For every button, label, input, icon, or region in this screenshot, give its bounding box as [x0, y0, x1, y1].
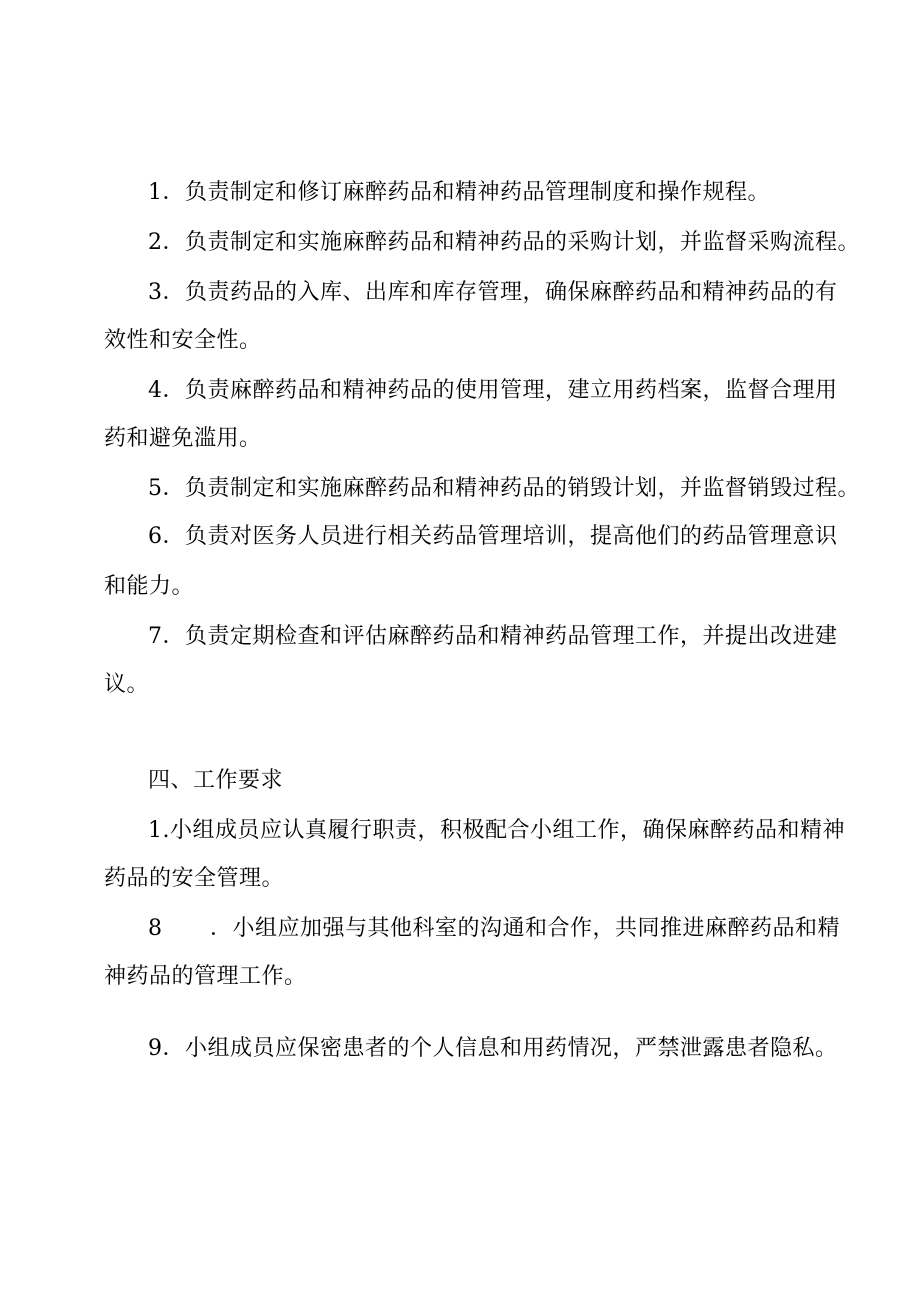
item-number: 4 [148, 378, 163, 403]
list-item-6 [148, 522, 838, 552]
list-item-3 [148, 278, 838, 308]
item-text: ．负责麻醉药品和精神药品的使用管理，建立用药档案，监督合理用 [162, 378, 838, 403]
requirement-item-8-continuation: 神药品的管理工作。 [104, 964, 307, 989]
item-text: 小组成员应认真履行职责，积极配合小组工作，确保麻醉药品和精神 [170, 818, 846, 843]
item-text: ．小组应加强与其他科室的沟通和合作，共同推进麻醉药品和精 [210, 916, 841, 941]
item-number: 1 [148, 180, 163, 205]
list-item-3-continuation: 效性和安全性。 [104, 328, 262, 353]
item-number: 7 [148, 624, 163, 649]
item-text: ．负责对医务人员进行相关药品管理培训，提高他们的药品管理意识 [162, 524, 838, 549]
item-number: 6 [148, 524, 163, 549]
list-item-7-continuation: 议。 [104, 672, 150, 697]
list-item-7 [148, 622, 838, 652]
list-item-5 [148, 474, 860, 504]
item-number: 3 [148, 280, 163, 305]
list-item-2 [148, 228, 860, 258]
item-number: 5 [148, 476, 163, 501]
item-text: ．负责制定和修订麻醉药品和精神药品管理制度和操作规程。 [162, 180, 771, 205]
item-text: ．负责药品的入库、出库和库存管理，确保麻醉药品和精神药品的有 [162, 280, 838, 305]
requirement-item-1 [148, 816, 845, 846]
list-item-4-continuation: 药和避免滥用。 [104, 426, 262, 451]
requirement-item-9 [148, 1034, 838, 1064]
item-number: 1. [148, 818, 170, 843]
item-text: ．负责定期检查和评估麻醉药品和精神药品管理工作，并提出改进建 [162, 624, 838, 649]
item-number: 2 [148, 230, 163, 255]
item-number: 9 [148, 1036, 163, 1061]
list-item-4 [148, 376, 838, 406]
section-heading: 四、工作要求 [148, 768, 284, 793]
item-text: ．负责制定和实施麻醉药品和精神药品的采购计划，并监督采购流程。 [162, 230, 861, 255]
item-text: ．负责制定和实施麻醉药品和精神药品的销毁计划，并监督销毁过程。 [162, 476, 861, 501]
item-text: ．小组成员应保密患者的个人信息和用药情况，严禁泄露患者隐私。 [162, 1036, 838, 1061]
requirement-item-8 [148, 914, 840, 944]
requirement-item-1-continuation: 药品的安全管理。 [104, 866, 285, 891]
list-item-6-continuation: 和能力。 [104, 574, 195, 599]
list-item-1 [148, 178, 770, 208]
item-number: 8 [148, 916, 163, 941]
